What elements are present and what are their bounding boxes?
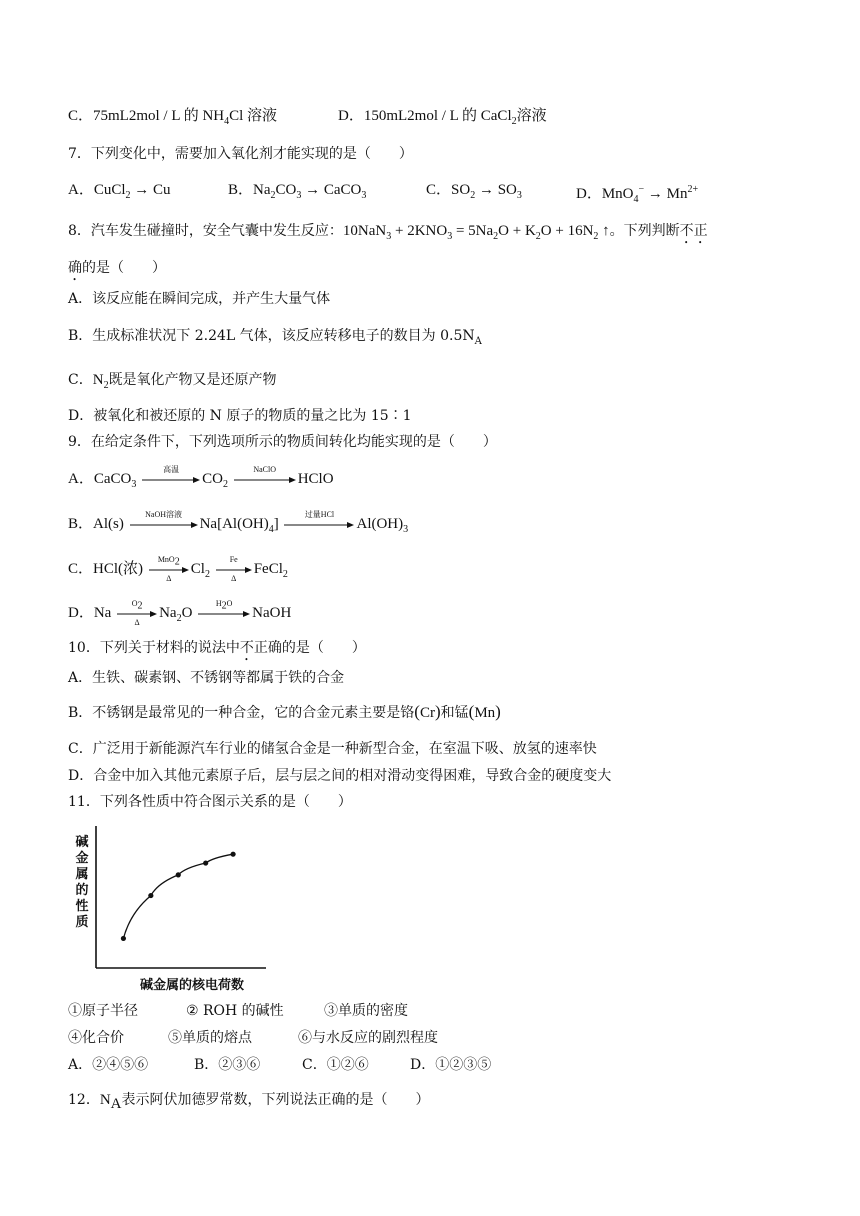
series-line	[123, 854, 233, 938]
chart-xlabel: 碱金属的核电荷数	[139, 978, 245, 993]
q8-stem-line2: 确的是（ ）	[68, 260, 166, 276]
data-point	[230, 852, 235, 857]
chart-axes	[96, 826, 266, 968]
data-point	[176, 872, 181, 877]
q10-option-c: C．广泛用于新能源汽车行业的储氢合金是一种新型合金，在室温下吸、放氢的速率快	[68, 741, 597, 757]
arrow-icon: 高温	[142, 476, 200, 484]
q7-option-b: B．$Na_2CO_3$ → CaCO$_3$	[228, 182, 367, 201]
arrow-icon: NaOH溶液	[130, 521, 198, 529]
q10-stem: 10．下列关于材料的说法中不正确的是（ ）	[68, 640, 366, 656]
arrow-icon: Fe Δ	[216, 566, 252, 574]
arrow-icon: MnO$_2$ Δ	[149, 566, 189, 574]
arrow-icon: 过量HCl	[284, 521, 354, 529]
q11-items-row2	[68, 1028, 438, 1048]
q11-item: ①原子半径	[68, 1003, 138, 1019]
q6-option-d: D．150mL2mol / L 的 CaCl$_2$溶液	[338, 108, 547, 127]
q10-option-d: D．合金中加入其他元素原子后，层与层之间的相对滑动变得困难，导致合金的硬度变大	[68, 768, 612, 784]
q11-item: ② ROH 的碱性	[186, 1003, 284, 1019]
q9-option-c: C．HCl(浓) MnO$_2$ Δ $Cl_2$ Fe Δ FeCl$_2$	[68, 554, 288, 583]
q11-item: ⑥与水反应的剧烈程度	[298, 1030, 438, 1046]
q11-choices	[68, 1055, 491, 1075]
q9-option-a: A．CaCO$_3$ 高温 $CO_2$ NaClO HClO	[68, 464, 334, 490]
data-point	[203, 860, 208, 865]
q8-option-c: C．$N_2$既是氧化产物又是还原产物	[68, 372, 277, 391]
arrow-icon: NaClO	[234, 476, 296, 484]
arrow-icon: $O_2$ Δ	[117, 610, 157, 618]
q11-choice: B．②③⑥	[194, 1057, 261, 1073]
q8-stem: 8．汽车发生碰撞时，安全气囊中发生反应：$10NaN_3 + 2KNO_3 = 5Na_2O + K_2O + 16N_2$ ↑。下列判断不正	[68, 223, 708, 242]
arrow-icon: $H_2O$	[198, 610, 250, 618]
q11-choice: D．①②③⑤	[410, 1057, 492, 1073]
q7-option-d: D．$MnO_4^- \to Mn^{2+}$	[576, 184, 699, 205]
chart-series-line	[123, 854, 233, 938]
data-point	[148, 893, 153, 898]
q8-option-a: A．该反应能在瞬间完成，并产生大量气体	[68, 291, 331, 307]
q8-option-d: D．被氧化和被还原的 N 原子的物质的量之比为 15∶1	[68, 408, 412, 424]
q9-stem: 9．在给定条件下，下列选项所示的物质间转化均能实现的是（ ）	[68, 434, 497, 450]
q9-option-b: B．Al(s) NaOH溶液 $Na[Al(OH)_4]$ 过量HCl $Al(OH)_3$	[68, 509, 409, 535]
q12-stem: 12．$N_A$表示阿伏加德罗常数，下列说法正确的是（ ）	[68, 1092, 430, 1112]
q8-option-b: B．生成标准状况下 2.24L 气体，该反应转移电子的数目为 $0.5N_A$	[68, 328, 482, 347]
q11-item: ③单质的密度	[324, 1003, 408, 1019]
q7-option-c: C．$SO_2 \to SO_3$	[426, 182, 522, 201]
q10-option-a: A．生铁、碳素钢、不锈钢等都属于铁的合金	[68, 670, 345, 686]
chart-points	[121, 852, 236, 941]
q11-items-row1	[68, 1001, 408, 1021]
q11-choice: A．②④⑤⑥	[68, 1057, 149, 1073]
q7-stem: 7．下列变化中，需要加入氧化剂才能实现的是（ ）	[68, 146, 413, 162]
q6-option-c: C．75mL2mol / L 的 $NH_4Cl$ 溶液	[68, 108, 278, 127]
chart-ylabel: 碱金属的性质	[75, 835, 89, 930]
q10-option-b: B．不锈钢是最常见的一种合金，它的合金元素主要是铬(Cr)和锰(Mn)	[68, 702, 501, 721]
q11-item: ⑤单质的熔点	[168, 1030, 252, 1046]
q11-item: ④化合价	[68, 1030, 124, 1046]
q11-stem: 11．下列各性质中符合图示关系的是（ ）	[68, 794, 352, 810]
q7-option-a: A．CuCl$_2$ → Cu	[68, 182, 171, 201]
data-point	[121, 936, 126, 941]
q9-option-d: D．Na $O_2$ Δ $Na_2O$ $H_2O$ NaOH	[68, 598, 292, 627]
alkali-metal-chart	[72, 826, 272, 994]
q11-choice: C．①②⑥	[302, 1057, 369, 1073]
